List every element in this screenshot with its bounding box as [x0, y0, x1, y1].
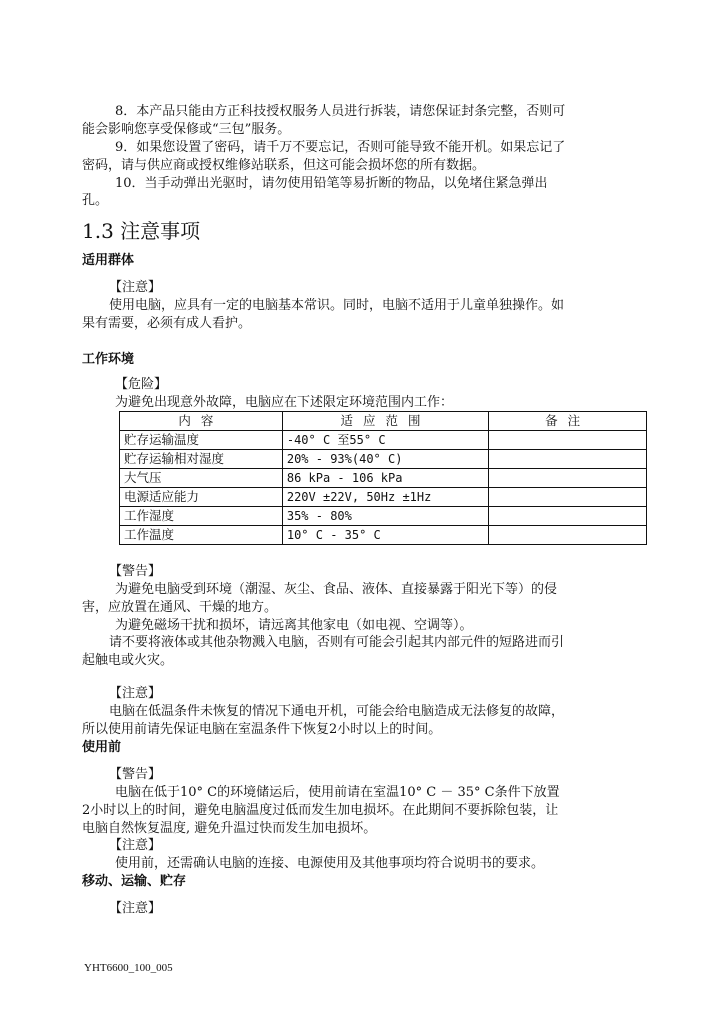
before-use-notice-label: 【注意】: [109, 838, 162, 853]
environment-heading: 工作环境: [82, 352, 135, 367]
intro-item-10-line1: 10．当手动弹出光驱时，请勿使用铅笔等易折断的物品，以免堵住紧急弹出: [115, 176, 548, 191]
table-row: [120, 450, 647, 469]
table-row: [120, 431, 647, 450]
intro-item-8-line2: 能会影响您享受保修或“三包”服务。: [82, 122, 291, 137]
table-cell-note: [489, 488, 647, 507]
table-cell-note: [489, 450, 647, 469]
before-use-heading: 使用前: [82, 740, 122, 755]
environment-warn3-line1: 请不要将液体或其他杂物溅入电脑，否则有可能会引起其内部元件的短路进而引: [109, 635, 565, 650]
table-cell-item: 贮存运输温度: [120, 431, 283, 450]
table-header-range: 适应范围: [282, 412, 488, 431]
before-use-notice-text: 使用前，还需确认电脑的连接、电源使用及其他事项均符合说明书的要求。: [115, 856, 545, 871]
environment-notice-line1: 电脑在低温条件未恢复的情况下通电开机，可能会给电脑造成无法修复的故障，: [109, 704, 565, 719]
table-cell-item: 工作湿度: [120, 507, 283, 526]
before-use-warn-line2: 2小时以上的时间，避免电脑温度过低而发生加电损坏。在此期间不要拆除包装，让: [82, 803, 559, 818]
table-cell-range: 10° C - 35° C: [282, 526, 488, 545]
table-cell-range: 86 kPa - 106 kPa: [282, 469, 488, 488]
environment-warn1-line1: 为避免电脑受到环境（潮湿、灰尘、食品、液体、直接暴露于阳光下等）的侵: [115, 582, 558, 597]
table-header-note: 备注: [489, 412, 647, 431]
table-row: [120, 488, 647, 507]
environment-table: [119, 411, 647, 545]
table-row: [120, 526, 647, 545]
table-cell-range: 220V ±22V, 50Hz ±1Hz: [282, 488, 488, 507]
users-text-line1: 使用电脑，应具有一定的电脑基本常识。同时，电脑不适用于儿童单独操作。如: [109, 298, 565, 313]
transport-heading: 移动、运输、贮存: [82, 874, 187, 889]
before-use-warn-line1: 电脑在低于10° C的环境储运后，使用前请在室温10° C － 35° C条件下放置: [115, 785, 560, 800]
environment-danger-label: 【危险】: [115, 377, 168, 392]
footer-code: YHT6600_100_005: [84, 962, 173, 974]
table-cell-note: [489, 507, 647, 526]
table-cell-item: 电源适应能力: [120, 488, 283, 507]
table-cell-item: 大气压: [120, 469, 283, 488]
before-use-warn-line3: 电脑自然恢复温度, 避免升温过快而发生加电损坏。: [82, 821, 377, 836]
table-cell-range: 20% - 93%(40° C): [282, 450, 488, 469]
table-cell-range: -40° C 至55° C: [282, 431, 488, 450]
users-text-line2: 果有需要，必须有成人看护。: [82, 316, 252, 331]
environment-warn1-line2: 害，应放置在通风、干燥的地方。: [82, 600, 278, 615]
table-cell-note: [489, 469, 647, 488]
table-row: [120, 507, 647, 526]
intro-item-8-line1: 8．本产品只能由方正科技授权服务人员进行拆装，请您保证封条完整，否则可: [115, 104, 566, 119]
environment-warning-label: 【警告】: [109, 564, 162, 579]
environment-notice-label: 【注意】: [109, 686, 162, 701]
table-header-item: 内容: [120, 412, 283, 431]
table-cell-item: 贮存运输相对湿度: [120, 450, 283, 469]
users-notice-label: 【注意】: [109, 280, 162, 295]
table-cell-item: 工作温度: [120, 526, 283, 545]
transport-notice-label: 【注意】: [109, 901, 162, 916]
table-cell-range: 35% - 80%: [282, 507, 488, 526]
table-header-row: [120, 412, 647, 431]
intro-item-9-line1: 9．如果您设置了密码，请千万不要忘记，否则可能导致不能开机。如果忘记了: [115, 140, 566, 155]
table-cell-note: [489, 526, 647, 545]
environment-warn2: 为避免磁场干扰和损坏，请远离其他家电（如电视、空调等）。: [115, 618, 473, 633]
intro-item-9-line2: 密码，请与供应商或授权维修站联系，但这可能会损坏您的所有数据。: [82, 158, 486, 173]
intro-item-10-line2: 孔。: [82, 193, 109, 208]
users-heading: 适用群体: [82, 253, 135, 268]
environment-notice-line2: 所以使用前请先保证电脑在室温条件下恢复2小时以上的时间。: [82, 722, 442, 737]
environment-intro: 为避免出现意外故障，电脑应在下述限定环境范围内工作：: [115, 395, 454, 410]
table-cell-note: [489, 431, 647, 450]
environment-warn3-line2: 起触电或火灾。: [82, 653, 174, 668]
section-title: 1.3 注意事项: [82, 219, 201, 243]
before-use-warning-label: 【警告】: [109, 767, 162, 782]
table-row: [120, 469, 647, 488]
